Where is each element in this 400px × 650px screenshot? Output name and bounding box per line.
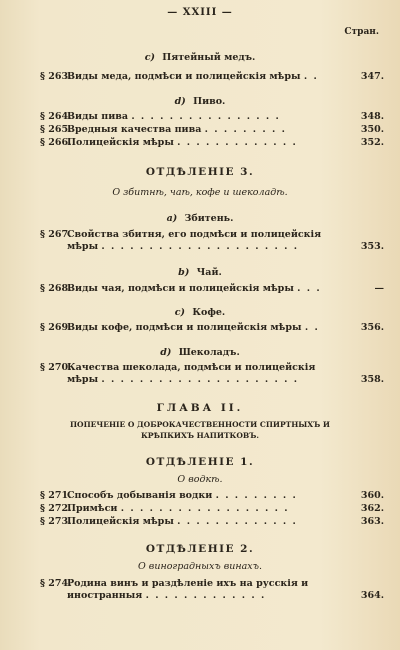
toc-entry-265[interactable] <box>40 124 384 136</box>
entry-page: 350. <box>360 124 384 135</box>
entry-page: 347. <box>360 71 384 82</box>
entry-page: 360. <box>360 490 384 501</box>
chapter-description: ПОПЕЧЕНІЕ О ДОБРОКАЧЕСТВЕННОСТИ СПИРТНЫХЪ И КРѢПКИХЪ НАПИТКОВЪ. <box>69 420 331 440</box>
leader-dots: . . . . . . . . . . . . . . . . . . . . . <box>101 241 299 252</box>
entry-page: 348. <box>360 111 384 122</box>
subheading-letter: d) <box>160 347 172 358</box>
toc-entry-272[interactable] <box>40 503 384 515</box>
department-subtitle: О збитнѣ, чаѣ, кофе и шеколадѣ. <box>112 187 288 198</box>
section-number: § 267. <box>40 229 72 240</box>
entry-page: 353. <box>360 241 384 252</box>
entry-title: Виды чая, подмѣси и полицейскія мѣры <box>67 283 294 294</box>
entry-page: 352. <box>360 137 384 148</box>
toc-entry-268[interactable] <box>40 283 384 295</box>
toc-entry-273[interactable] <box>40 516 384 528</box>
department-heading: ОТДѢЛЕНІЕ 3. <box>145 166 255 178</box>
entry-title: Виды меда, подмѣси и полицейскія мѣры <box>67 71 301 82</box>
entry-title: Родина винъ и раздѣленіе ихъ на русскія и иностранныя <box>67 578 309 601</box>
leader-dots: . . . . . . . . . <box>215 490 298 501</box>
leader-dots: . . . <box>297 283 322 294</box>
section-number: § 263. <box>40 71 72 82</box>
subheading-letter: d) <box>174 96 186 107</box>
section-number: § 266. <box>40 137 72 148</box>
subheading-title: Чай. <box>196 267 222 278</box>
section-number: § 269. <box>40 322 72 333</box>
toc-entry-263[interactable] <box>40 71 384 83</box>
leader-dots: . . . . . . . . . . . . . <box>177 516 298 527</box>
toc-entry-274[interactable] <box>40 578 384 602</box>
section-number: § 274. <box>40 578 72 589</box>
entry-title: Полицейскія мѣры <box>67 137 174 148</box>
subheading-letter: a) <box>166 213 178 224</box>
subheading-title: Збитень. <box>184 213 234 224</box>
toc-entry-271[interactable] <box>40 490 384 502</box>
subheading-chocolate <box>0 347 400 358</box>
leader-dots: . . <box>304 322 320 333</box>
department-heading: ОТДѢЛЕНІЕ 1. <box>145 456 255 468</box>
toc-entry-270[interactable] <box>40 362 384 386</box>
subheading-title: Кофе. <box>192 307 226 318</box>
subheading-letter: c) <box>174 307 186 318</box>
entry-page: 362. <box>360 503 384 514</box>
entry-title: Способъ добыванія водки <box>67 490 213 501</box>
entry-title: Виды пива <box>67 111 128 122</box>
section-number: § 265. <box>40 124 72 135</box>
entry-title: Свойства збитня, его подмѣси и полицейскія мѣры <box>67 229 322 252</box>
toc-entry-266[interactable] <box>40 137 384 149</box>
section-number: § 272. <box>40 503 72 514</box>
subheading-title: Пятейный медъ. <box>162 52 256 63</box>
subheading-coffee <box>0 307 400 318</box>
subheading-title: Пиво. <box>193 96 226 107</box>
section-number: § 264. <box>40 111 72 122</box>
leader-dots: . . <box>303 71 319 82</box>
entry-title: Примѣси <box>67 503 118 514</box>
leader-dots: . . . . . . . . . . . . . <box>177 137 298 148</box>
department-heading: ОТДѢЛЕНІЕ 2. <box>145 543 255 555</box>
entry-title: Полицейскія мѣры <box>67 516 174 527</box>
section-number: § 273. <box>40 516 72 527</box>
subheading-beer <box>0 96 400 107</box>
leader-dots: . . . . . . . . . . . . . . . . <box>131 111 281 122</box>
subheading-tea <box>0 267 400 278</box>
leader-dots: . . . . . . . . . . . . . . . . . . . . . <box>101 374 299 385</box>
leader-dots: . . . . . . . . . . . . . . . . . . <box>120 503 290 514</box>
subheading-sbiten <box>0 213 400 224</box>
section-number: § 270. <box>40 362 72 373</box>
chapter-heading: ГЛАВА II. <box>156 402 244 414</box>
entry-page: 356. <box>360 322 384 333</box>
department-subtitle: О водкѣ. <box>177 474 223 485</box>
subheading-mead <box>0 52 400 63</box>
leader-dots: . . . . . . . . . . . . . <box>145 590 266 601</box>
subheading-title: Шеколадъ. <box>178 347 240 358</box>
subheading-letter: c) <box>144 52 155 63</box>
entry-page: 358. <box>360 374 384 385</box>
entry-title: Качества шеколада, подмѣси и полицейскія мѣры <box>67 362 316 385</box>
entry-title: Вредныя качества пива <box>67 124 202 135</box>
entry-page: 363. <box>360 516 384 527</box>
section-number: § 271. <box>40 490 72 501</box>
page-column-label: Стран. <box>344 27 379 37</box>
entry-page: — <box>374 283 384 294</box>
page-number: — XXIII — <box>167 7 233 18</box>
toc-entry-264[interactable] <box>40 111 384 123</box>
leader-dots: . . . . . . . . . <box>204 124 287 135</box>
department-subtitle: О виноградныхъ винахъ. <box>138 561 262 572</box>
section-number: § 268. <box>40 283 72 294</box>
entry-page: 364. <box>360 590 384 601</box>
entry-title: Виды кофе, подмѣси и полицейскія мѣры <box>67 322 302 333</box>
toc-entry-269[interactable] <box>40 322 384 334</box>
toc-entry-267[interactable] <box>40 229 384 253</box>
subheading-letter: b) <box>178 267 190 278</box>
